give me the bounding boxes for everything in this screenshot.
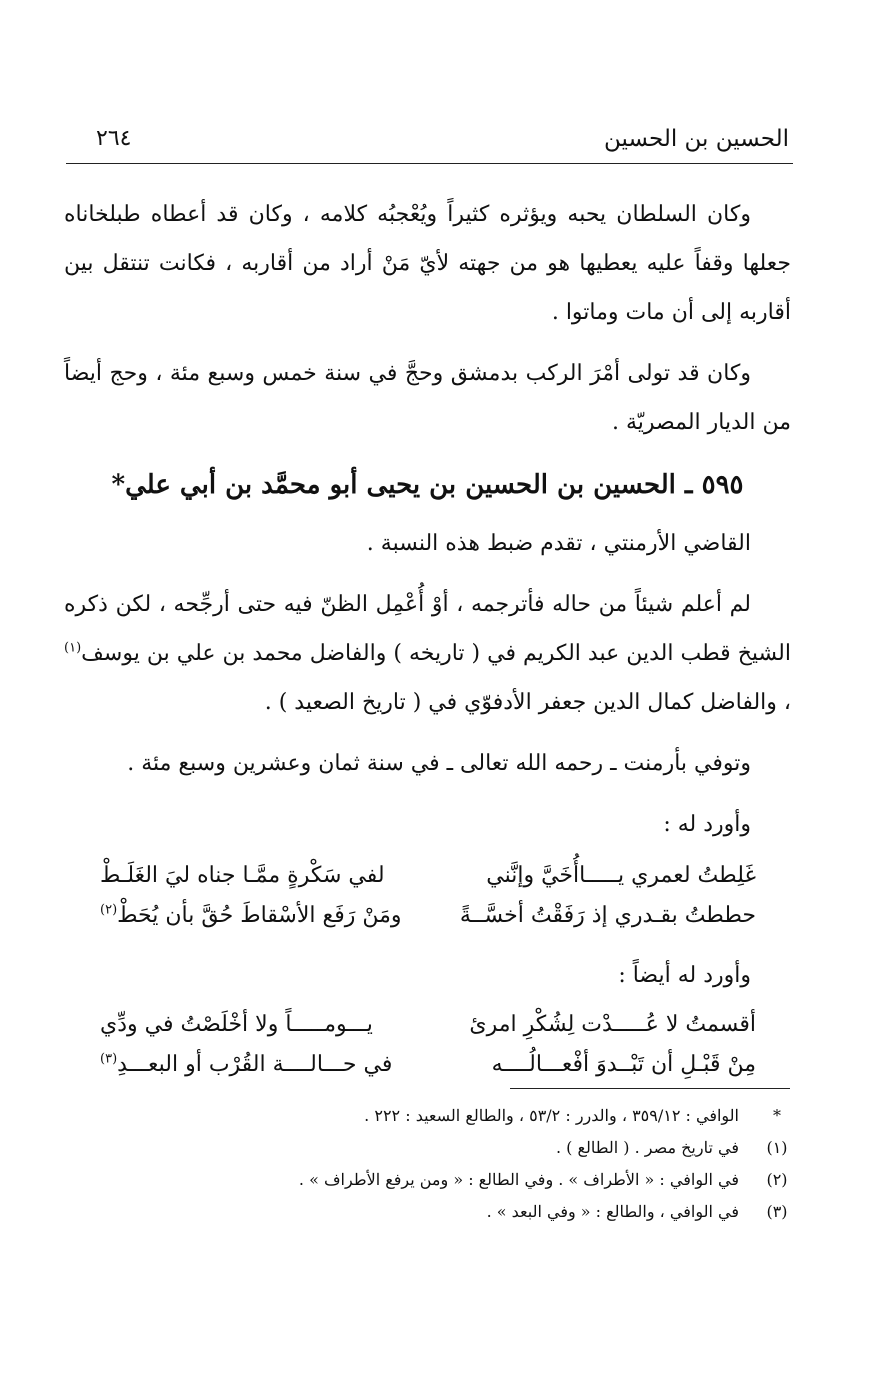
footnote [64,1196,791,1228]
verse-line [64,1052,791,1092]
page-body [64,190,791,1092]
footnote-text: في الوافي ، والطالع : « وفي البعد » . [486,1202,739,1221]
entry-text: ، والفاضل كمال الدين جعفر الأدفوّي في ( تاريخ الصعيد ) . [264,690,791,715]
verse-line [64,1012,791,1052]
death-line: وتوفي بأرمنت ـ رحمه الله تعالى ـ في سنة ثمان وعشرين وسبع مئة . [127,751,751,776]
footnote-number: (٣) [766,1202,788,1221]
hemistich-second [100,863,385,888]
footnote-number: (١) [766,1138,788,1157]
hemistich-first: حططتُ بقـدري إذ رَفَقْتُ أخسَّــةً [459,903,756,928]
hemistich-text: لفي سَكْرةٍ ممَّـا جناه ليَ الغَلَـطْ [100,863,385,888]
hemistich-text: في حـــالــــة القُرْب أو البعـــدِ [117,1052,393,1077]
footnote-text: في تاريخ مصر . ( الطالع ) . [555,1138,739,1157]
header-rule [66,163,793,164]
header-title: الحسين بن الحسين [604,126,789,152]
footnote-number: (٢) [766,1170,788,1189]
footnotes [64,1100,791,1228]
verse-line [64,863,791,903]
footnote [64,1100,791,1132]
paragraph: وكان السلطان يحبه ويؤثره كثيراً ويُعْجبُه كلامه ، وكان قد أعطاه طبلخاناه جعلها وقفاً عليه يعطيها هو من جهته لأيّ مَنْ أراد من أقاربه ، فكانت تنتقل بين أقاربه إلى أن مات وماتوا . [64,202,791,325]
footnote-ref: (٢) [100,902,118,918]
footnote-rule [510,1088,790,1089]
footnote-ref: (١) [64,640,82,656]
footnote-number: * [773,1106,781,1125]
poem-intro: وأورد له أيضاً : [618,963,751,988]
hemistich-first: أقسمتُ لا عُـــــدْت لِشُكْرِ امرئ [469,1012,756,1037]
page-number: ٢٦٤ [96,126,132,151]
paragraph: وكان قد تولى أمْرَ الركب بدمشق وحجَّ في سنة خمس وسبع مئة ، وحج أيضاً من الديار المصريّة . [64,361,791,435]
footnote [64,1132,791,1164]
footnote [64,1164,791,1196]
running-header [66,126,789,162]
hemistich-second [100,903,402,928]
hemistich-first: مِنْ قَبْـلِ أن تَبْــدوَ أفْعـــالُــــه [491,1052,756,1077]
hemistich-text: ومَنْ رَفَع الأسْقاطَ حُقَّ بأن يُحَطْ [117,903,402,928]
poem-intro: وأورد له : [663,812,751,837]
entry-text: لم أعلم شيئاً من حاله فأترجمه ، أوْ أُعْمِل الظنّ فيه حتى أرجِّحه ، لكن ذكره الشيخ قطب الدين عبد الكريم في ( تاريخه ) والفاضل محمد بن علي بن يوسف [64,592,791,666]
verse-line [64,903,791,943]
entry-heading: ٥٩٥ ـ الحسين بن الحسين بن يحيى أبو محمَّد بن أبي علي* [111,470,744,500]
hemistich-second [100,1052,392,1077]
hemistich-second [100,1012,373,1037]
hemistich-first: غَلِطتُ لعمري يـــــاأُخَيَّ وإنَّني [486,863,756,888]
footnote-text: الوافي : ٣٥٩/١٢ ، والدرر : ٥٣/٢ ، والطالع السعيد : ٢٢٢ . [364,1106,739,1125]
entry-paragraph [64,580,791,727]
footnote-ref: (٣) [100,1051,118,1067]
footnote-text: في الوافي : « الأطراف » . وفي الطالع : « ومن يرفع الأطراف » . [298,1170,739,1189]
hemistich-text: يـــومـــــاً ولا أخْلَصْتُ في ودِّي [100,1012,373,1037]
entry-intro: القاضي الأرمنتي ، تقدم ضبط هذه النسبة . [366,531,751,556]
